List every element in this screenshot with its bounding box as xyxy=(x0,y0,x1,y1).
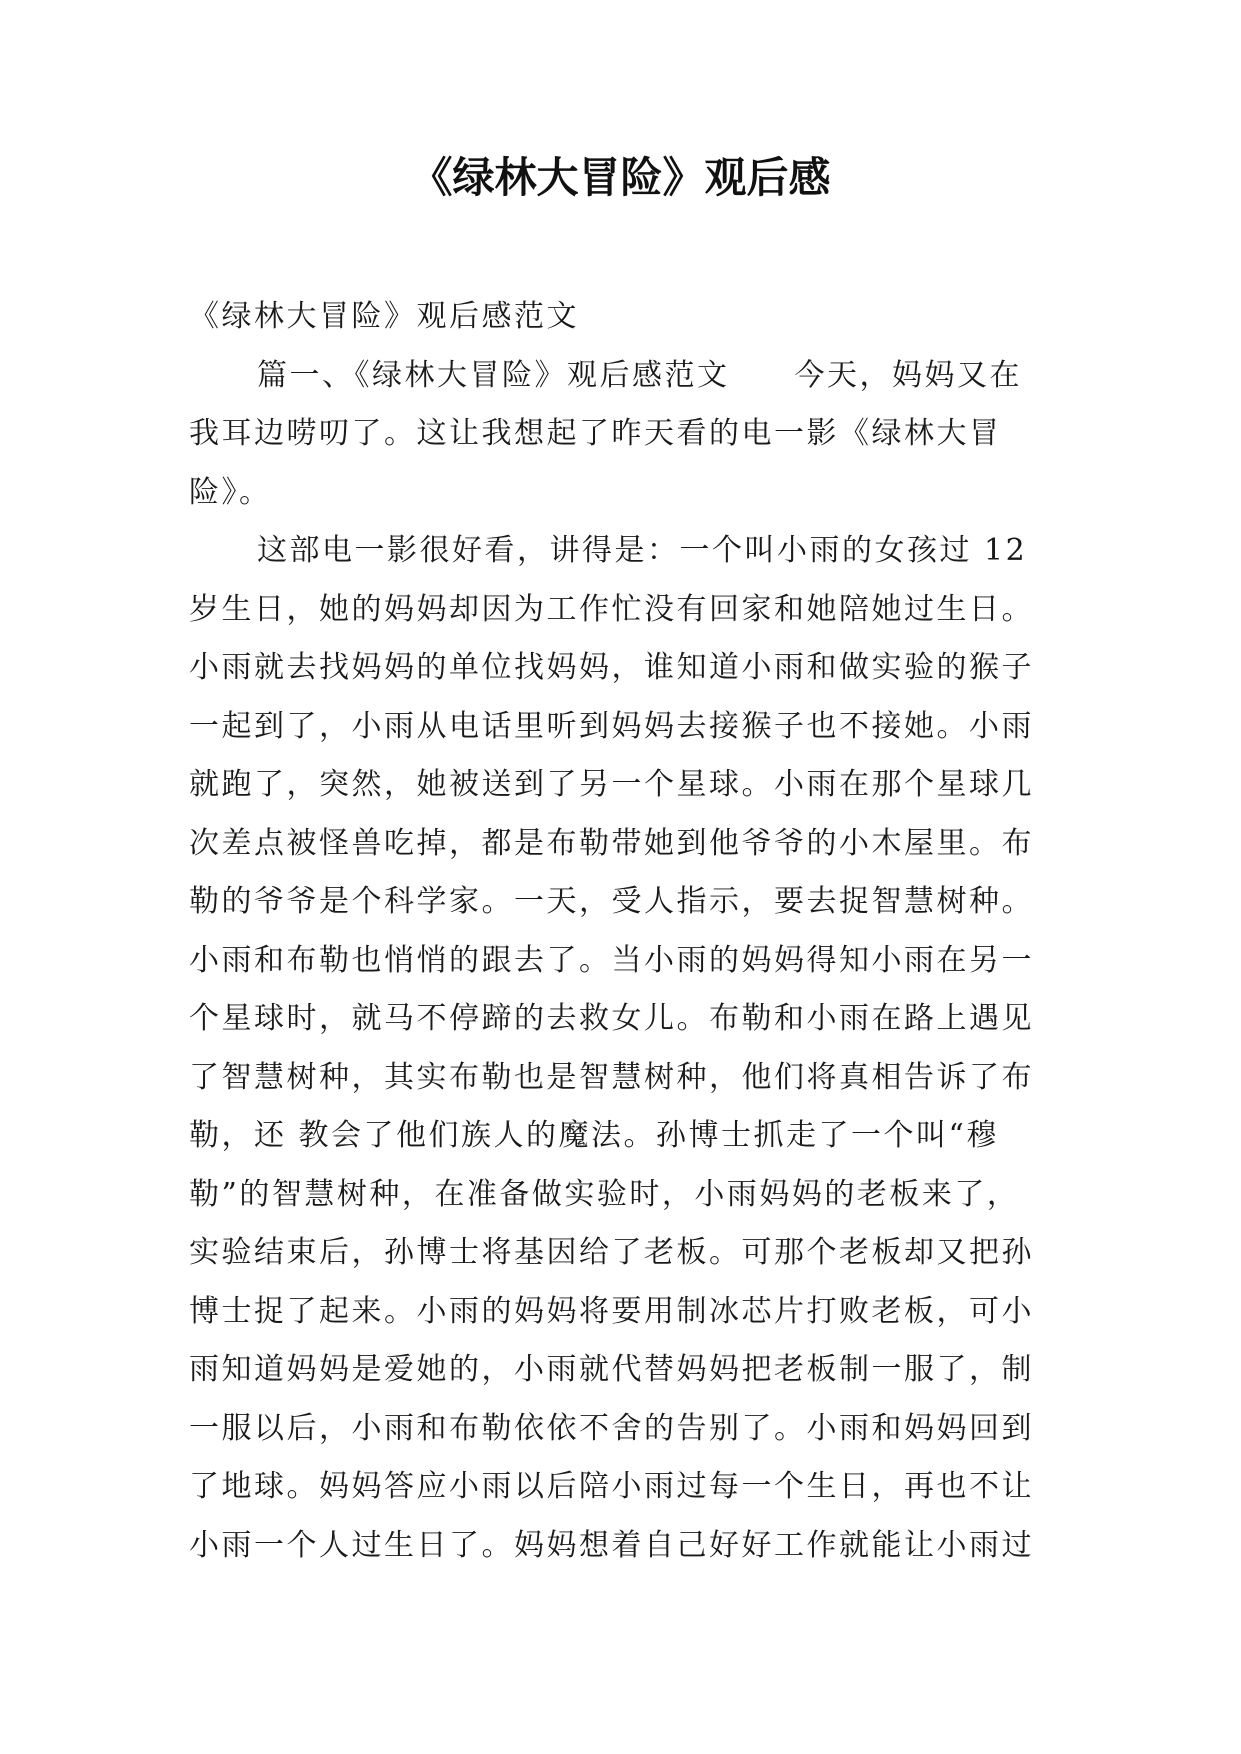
text-line: 了智慧树种，其实布勒也是智慧树种，他们将真相告诉了布 xyxy=(189,1059,1034,1095)
text-line: 险》。 xyxy=(189,474,272,510)
text-line: 岁生日，她的妈妈却因为工作忙没有回家和她陪她过生日。 xyxy=(189,591,1034,627)
text-line: 一服以后，小雨和布勒依依不舍的告别了。小雨和妈妈回到 xyxy=(189,1410,1034,1446)
text-line: 雨知道妈妈是爱她的，小雨就代替妈妈把老板制一服了，制 xyxy=(189,1352,1034,1387)
text-line: 一起到了，小雨从电话里听到妈妈去接猴子也不接她。小雨 xyxy=(189,708,1034,744)
text-line: 小雨和布勒也悄悄的跟去了。当小雨的妈妈得知小雨在另一 xyxy=(189,942,1034,978)
page-title: 《绿林大冒险》观后感 xyxy=(410,153,831,202)
text-line: 篇一、《绿林大冒险》观后感范文 今天，妈妈又在 xyxy=(257,357,1022,393)
text-line: 勒的爷爷是个科学家。一天，受人指示，要去捉智慧树种。 xyxy=(189,884,1034,919)
text-line: 小雨一个人过生日了。妈妈想着自己好好工作就能让小雨过 xyxy=(189,1527,1034,1563)
text-line: 就跑了，突然，她被送到了另一个星球。小雨在那个星球几 xyxy=(189,767,1034,802)
text-line: 个星球时，就马不停蹄的去救女儿。布勒和小雨在路上遇见 xyxy=(189,1001,1034,1036)
text-line: 勒”的智慧树种，在准备做实验时，小雨妈妈的老板来了， xyxy=(189,1176,1020,1212)
body-text xyxy=(189,288,1069,1575)
subtitle-line: 《绿林大冒险》观后感范文 xyxy=(189,299,579,334)
text-line: 这部电一影很好看，讲得是：一个叫小雨的女孩过 12 xyxy=(257,533,1028,568)
text-line: 小雨就去找妈妈的单位找妈妈，谁知道小雨和做实验的猴子 xyxy=(189,650,1034,685)
text-line: 博士捉了起来。小雨的妈妈将要用制冰芯片打败老板，可小 xyxy=(189,1293,1034,1329)
text-line: 勒，还 教会了他们族人的魔法。孙博士抓走了一个叫“穆 xyxy=(189,1118,999,1153)
text-line: 了地球。妈妈答应小雨以后陪小雨过每一个生日，再也不让 xyxy=(189,1469,1034,1504)
text-line: 我耳边唠叨了。这让我想起了昨天看的电一影《绿林大冒 xyxy=(189,416,1002,451)
text-line: 次差点被怪兽吃掉，都是布勒带她到他爷爷的小木屋里。布 xyxy=(189,825,1034,861)
text-line: 实验结束后，孙博士将基因给了老板。可那个老板却又把孙 xyxy=(189,1235,1034,1270)
